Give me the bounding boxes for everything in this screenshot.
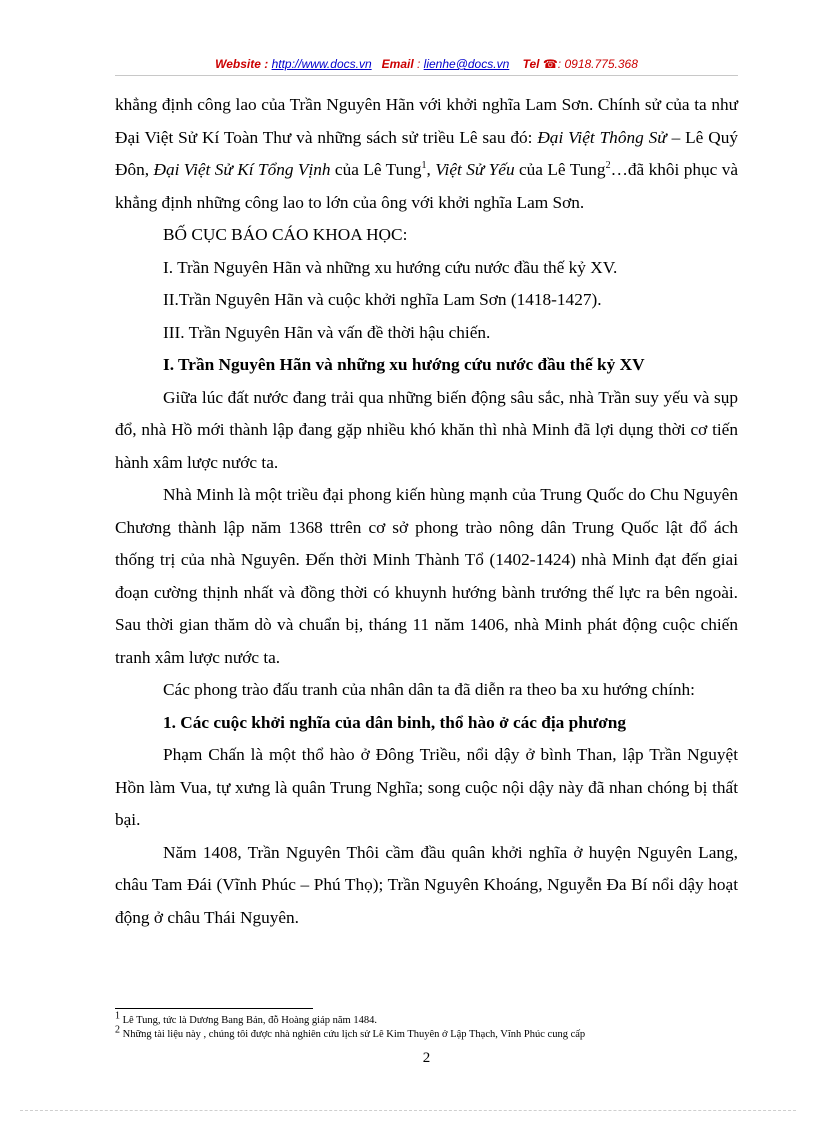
outline-item: II.Trần Nguyên Hãn và cuộc khởi nghĩa Lam Sơn (1418-1427). <box>163 290 602 309</box>
footnotes <box>115 1010 755 1042</box>
outline-title: BỐ CỤC BÁO CÁO KHOA HỌC: <box>163 225 408 244</box>
page-number: 2 <box>422 1050 431 1066</box>
paragraph: Năm 1408, Trần Nguyên Thôi cầm đầu quân khởi nghĩa ở huyện Nguyên Lang, châu Tam Đái (Vĩnh Phúc – Phú Thọ); Trần Nguyên Khoáng, Nguyễn Đa Bí nổi dậy hoạt động ở châu Thái Nguyên. <box>115 842 738 927</box>
phone-icon: ☎ <box>542 57 558 71</box>
document-body <box>115 89 738 934</box>
email-separator: : <box>413 57 421 71</box>
outline-item: III. Trần Nguyên Hãn và vấn đề thời hậu chiến. <box>163 322 491 342</box>
section-heading: I. Trần Nguyên Hãn và những xu hướng cứu nước đầu thế kỷ XV <box>163 355 645 374</box>
footnote-ref[interactable]: 1 <box>421 160 427 172</box>
paragraph: khẳng định công lao của Trần Nguyên Hãn với khởi nghĩa Lam Sơn. Chính sử của ta như Đại Việt Sử Kí Toàn Thư và những sách sử triều Lê sau đó: Đại Việt Thông Sử – Lê Quý Đôn, Đại Việt Sử Kí Tổng Vịnh của Lê Tung$^1$, Việt Sử Yếu của Lê Tung$^2$…đã khôi phục và khẳng định những công lao to lớn của ông với khởi nghĩa Lam Sơn. <box>115 95 739 212</box>
page-boundary <box>20 1110 796 1111</box>
footnote: $^2$ Những tài liệu này , chúng tôi được nhà nghiên cứu lịch sử Lê Kim Thuyên ở Lập Thạch, Vĩnh Phúc cung cấp <box>115 1024 586 1040</box>
paragraph: Phạm Chấn là một thổ hào ở Đông Triều, nổi dậy ở bình Than, lập Trần Nguyệt Hồn làm Vua, tự xưng là quân Trung Nghĩa; song cuộc nội dậy này đã nhan chóng bị thất bại. <box>115 745 738 829</box>
paragraph: Nhà Minh là một triều đại phong kiến hùng mạnh của Trung Quốc do Chu Nguyên Chương thành lập năm 1368 ttrên cơ sở phong trào nông dân Trung Quốc lật đổ ách thống trị của nhà Nguyên. Đến thời Minh Thành Tổ (1402-1424) nhà Minh đạt đến giai đoạn cường thịnh nhất và đồng thời có khuynh hướng bành trướng thế lực ra bên ngoài. Sau thời gian thăm dò và chuẩn bị, tháng 11 năm 1406, nhà Minh phát động cuộc chiến tranh xâm lược nước ta. <box>115 485 738 667</box>
subsection-heading: 1. Các cuộc khởi nghĩa của dân binh, thổ hào ở các địa phương <box>163 712 627 732</box>
paragraph: Các phong trào đấu tranh của nhân dân ta đã diễn ra theo ba xu hướng chính: <box>163 680 695 699</box>
page-header <box>115 55 738 73</box>
tel-value: : 0918.775.368 <box>557 57 638 71</box>
footnote-ref[interactable]: 2 <box>605 160 611 172</box>
tel-label: Tel <box>522 57 540 71</box>
footnote-divider <box>115 1008 313 1009</box>
header-divider <box>115 75 738 76</box>
website-label: Website : <box>215 57 269 71</box>
website-link[interactable]: http://www.docs.vn <box>271 57 372 71</box>
email-label: Email <box>381 57 414 71</box>
outline-item: I. Trần Nguyên Hãn và những xu hướng cứu nước đầu thế kỷ XV. <box>163 257 618 277</box>
footnote: $^1$ Lê Tung, tức là Dương Bang Bản, đỗ Hoàng giáp năm 1484. <box>115 1010 377 1026</box>
email-link[interactable]: lienhe@docs.vn <box>423 57 510 71</box>
paragraph: Giữa lúc đất nước đang trải qua những biến động sâu sắc, nhà Trần suy yếu và sụp đổ, nhà Hồ mới thành lập đang gặp nhiều khó khăn thì nhà Minh đã lợi dụng thời cơ tiến hành xâm lược nước ta. <box>115 387 738 472</box>
